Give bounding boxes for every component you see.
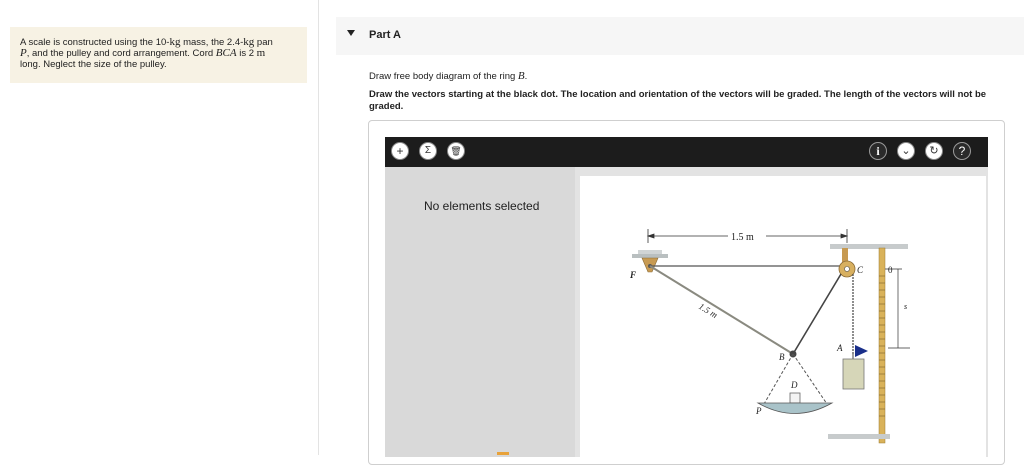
dim-cord-label: 1.5 m: [696, 301, 720, 321]
flag-icon: [855, 345, 868, 357]
var-p: P: [20, 47, 27, 59]
label-a: A: [837, 343, 843, 353]
label-p: P: [756, 406, 762, 416]
question-text: .: [524, 71, 528, 82]
right-ceiling: [830, 244, 908, 249]
column-divider: [318, 0, 319, 455]
ruler-post: [879, 248, 885, 443]
ruler-ticks: [879, 276, 885, 416]
label-d: D: [791, 380, 798, 390]
sigma-icon[interactable]: Σ: [419, 142, 437, 160]
pan-p: [758, 403, 832, 414]
unit-kg: kg: [169, 36, 181, 48]
chevron-down-icon[interactable]: ⌄: [897, 142, 915, 160]
info-icon[interactable]: i: [869, 142, 887, 160]
question-line: [369, 70, 527, 82]
problem-text: pan: [254, 37, 273, 48]
unit-kg: kg: [243, 36, 255, 48]
label-b: B: [779, 352, 785, 362]
unit-m: m: [256, 47, 266, 59]
collapse-caret-icon[interactable]: [347, 30, 355, 36]
no-selection-text: No elements selected: [424, 199, 540, 213]
cord-fb: [650, 266, 793, 354]
drawing-canvas[interactable]: [580, 176, 986, 457]
label-zero: 0: [888, 265, 893, 275]
problem-text: , and the pulley and cord arrangement. Cord: [26, 48, 216, 59]
label-c: C: [857, 265, 864, 275]
mass-block: [843, 359, 864, 389]
fbd-toolbar: [385, 137, 988, 167]
var-ring-b: B: [517, 70, 525, 82]
var-bca: BCA: [215, 47, 237, 59]
question-text: Draw free body diagram of the ring: [369, 71, 518, 82]
add-vector-icon[interactable]: +: [391, 142, 409, 160]
dim-top-label: 1.5 m: [731, 232, 754, 243]
problem-text: A scale is constructed using the 10-: [20, 37, 170, 48]
help-icon[interactable]: ?: [953, 142, 971, 160]
weight-d: [790, 393, 800, 403]
part-title[interactable]: Part A: [369, 29, 401, 41]
scale-diagram: [580, 176, 986, 457]
problem-text: is 2: [236, 48, 257, 59]
problem-text: long. Neglect the size of the pulley.: [20, 59, 167, 70]
cord-bc: [793, 274, 841, 354]
trash-icon[interactable]: 🗑: [447, 142, 465, 160]
pulley-c: [839, 248, 855, 277]
label-s: s: [904, 302, 908, 311]
floor-base: [828, 434, 890, 439]
reset-icon[interactable]: ↻: [925, 142, 943, 160]
problem-statement: [10, 27, 307, 83]
part-header[interactable]: [336, 17, 1024, 55]
question-instructions: Draw the vectors starting at the black dot. The location and orientation of the vectors will be graded. The length of the vectors will not be graded.: [369, 89, 987, 112]
problem-text: mass, the 2.4-: [180, 37, 244, 48]
left-support: [632, 250, 668, 272]
label-f: F: [630, 270, 637, 280]
